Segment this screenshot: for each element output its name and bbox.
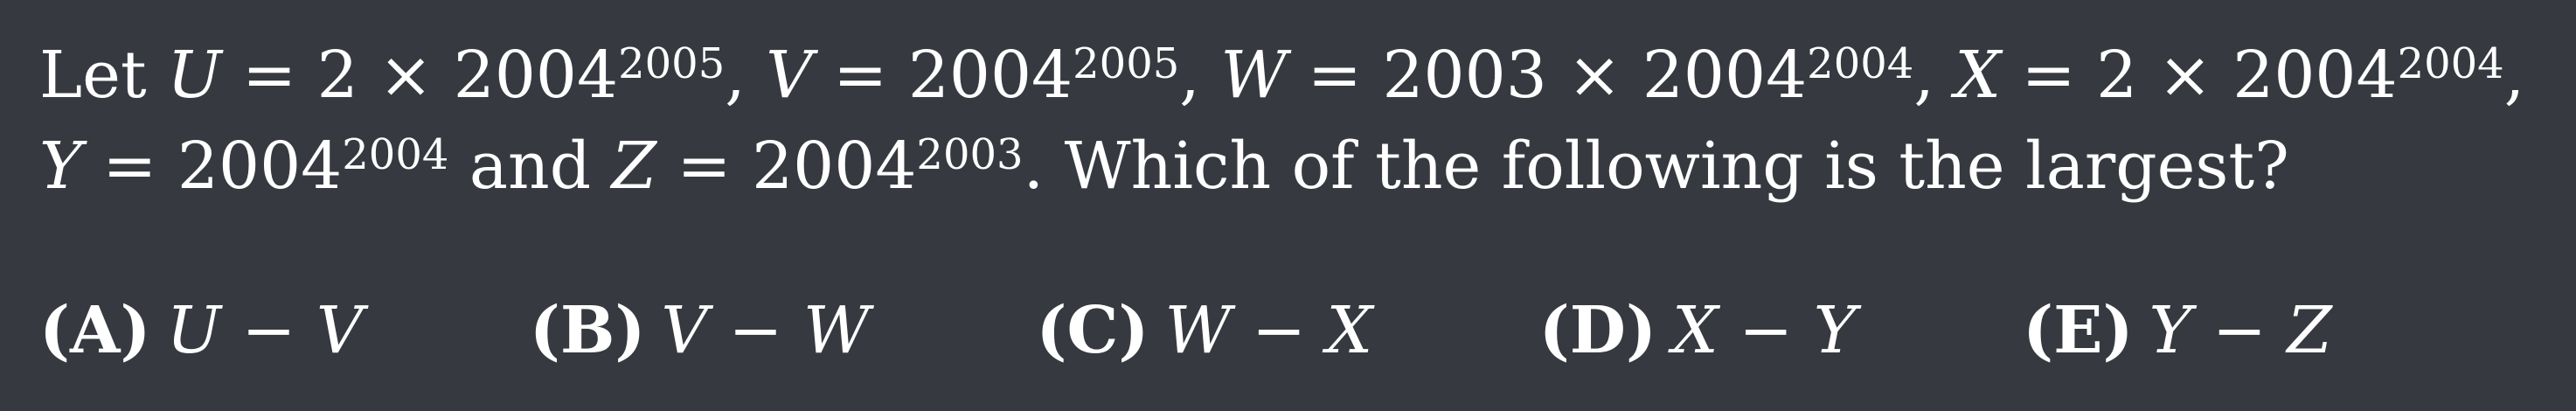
- v-exponent: 2005: [1073, 39, 1180, 88]
- choice-a-label: (A): [39, 293, 151, 368]
- choice-c-label: (C): [1036, 293, 1149, 368]
- z-equals: =: [656, 129, 753, 204]
- comma-4: ,: [2503, 38, 2525, 113]
- choice-b-expression: V − W: [661, 293, 870, 368]
- x-base: 2004: [2232, 38, 2398, 113]
- y-exponent: 2004: [342, 130, 449, 179]
- w-exponent: 2004: [1807, 39, 1914, 88]
- choice-e[interactable]: [2023, 285, 2332, 376]
- u-exponent: 2005: [618, 39, 726, 88]
- choice-d-label: (D): [1538, 293, 1656, 368]
- comma-2: ,: [1179, 38, 1221, 113]
- comma-3: ,: [1913, 38, 1955, 113]
- choice-b[interactable]: [530, 285, 870, 376]
- x-equals: = 2 ×: [2001, 38, 2233, 113]
- variable-y: Y: [39, 129, 82, 204]
- answer-choices: [39, 285, 2332, 376]
- intro-text: Let: [39, 38, 168, 113]
- problem-line-1: [39, 30, 2539, 121]
- u-base: 2004: [453, 38, 619, 113]
- choice-d[interactable]: [1539, 285, 1857, 376]
- variable-w: W: [1220, 38, 1288, 113]
- problem-line-2: [39, 121, 2539, 212]
- v-base: 2004: [907, 38, 1073, 113]
- v-equals: =: [812, 38, 908, 113]
- x-exponent: 2004: [2397, 39, 2504, 88]
- choice-e-expression: Y − Z: [2149, 293, 2332, 368]
- choice-b-label: (B): [529, 293, 646, 368]
- comma-1: ,: [725, 38, 767, 113]
- z-base: 2004: [752, 129, 917, 204]
- w-base: 2004: [1642, 38, 1808, 113]
- u-equals: = 2 ×: [221, 38, 454, 113]
- variable-u: U: [167, 38, 222, 113]
- w-equals: = 2003 ×: [1287, 38, 1642, 113]
- choice-a[interactable]: [39, 285, 363, 376]
- y-base: 2004: [177, 129, 343, 204]
- z-exponent: 2003: [916, 130, 1024, 179]
- choice-c[interactable]: [1037, 285, 1373, 376]
- problem-statement: [39, 30, 2539, 212]
- choice-e-label: (E): [2023, 293, 2134, 368]
- variable-z: Z: [611, 129, 657, 204]
- question-text: . Which of the following is the largest?: [1023, 129, 2289, 204]
- variable-v: V: [766, 38, 813, 113]
- choice-a-expression: U − V: [166, 293, 364, 368]
- choice-c-expression: W − X: [1164, 293, 1373, 368]
- variable-x: X: [1955, 38, 2002, 113]
- y-equals: =: [81, 129, 177, 204]
- choice-d-expression: X − Y: [1671, 293, 1857, 368]
- and-text: and: [448, 129, 612, 204]
